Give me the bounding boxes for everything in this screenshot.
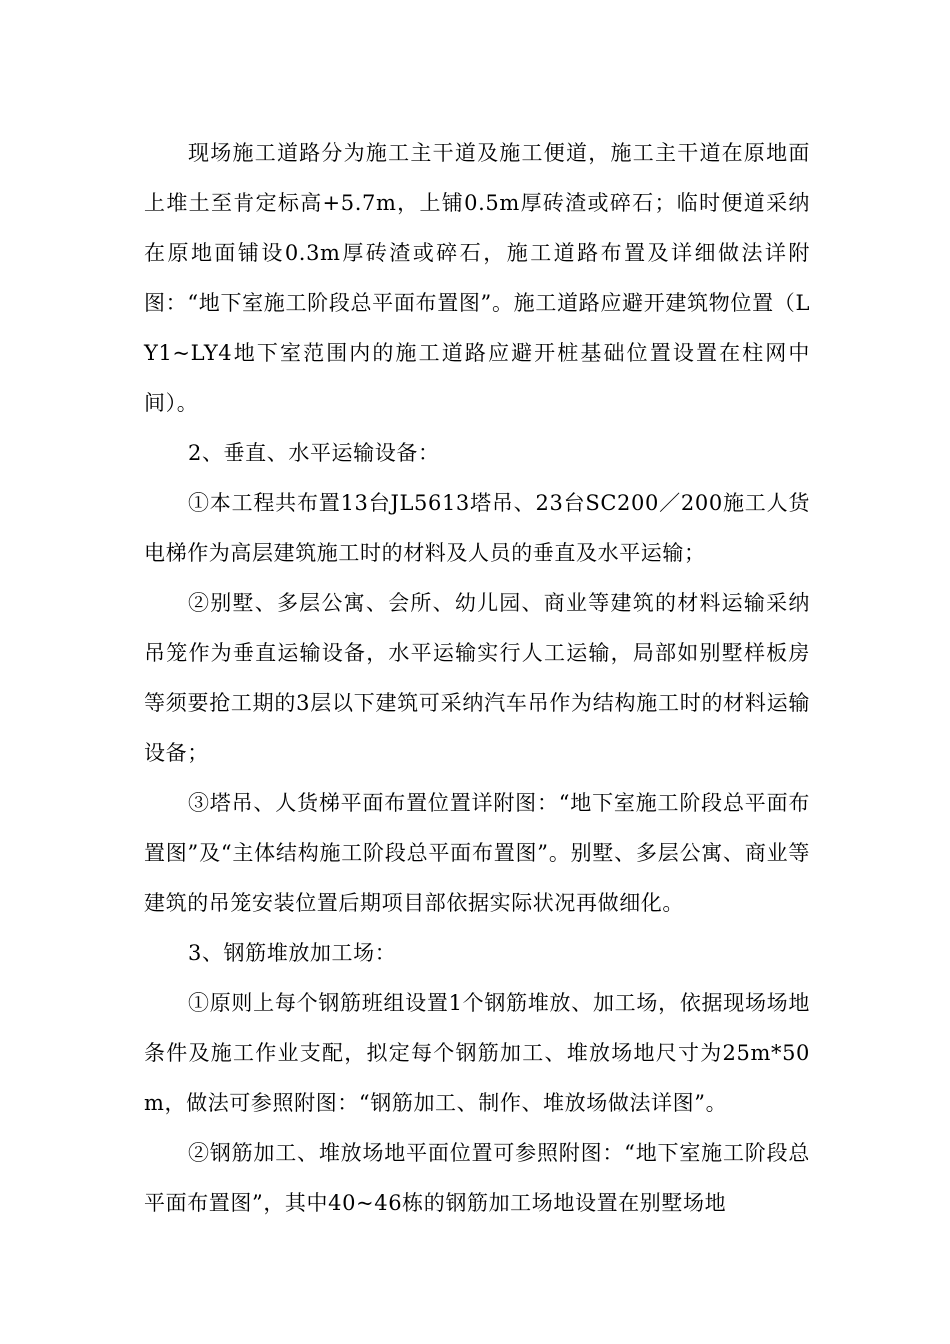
paragraph-tower-cranes: ①本工程共布置13台JL5613塔吊、23台SC200／200施工人货电梯作为高层建筑施工时的材料及人员的垂直及水平运输；	[144, 491, 810, 565]
paragraph-crane-layout: ③塔吊、人货梯平面布置位置详附图：“地下室施工阶段总平面布置图”及“主体结构施工阶段总平面布置图”。别墅、多层公寓、商业等建筑的吊笼安装位置后期项目部依据实际状况再做细化。	[144, 791, 810, 915]
section-heading-transport-equipment: 2、垂直、水平运输设备：	[188, 441, 440, 465]
paragraph-rebar-yard-size: ①原则上每个钢筋班组设置1个钢筋堆放、加工场，依据现场场地条件及施工作业支配，拟定每个钢筋加工、堆放场地尺寸为25m*50m，做法可参照附图：“钢筋加工、制作、堆放场做法详图”。	[144, 991, 810, 1115]
paragraph-lifting-cages: ②别墅、多层公寓、会所、幼儿园、商业等建筑的材料运输采纳吊笼作为垂直运输设备，水平运输实行人工运输，局部如别墅样板房等须要抢工期的3层以下建筑可采纳汽车吊作为结构施工时的材料运输设备；	[144, 591, 810, 765]
paragraph-rebar-yard-location: ②钢筋加工、堆放场地平面位置可参照附图：“地下室施工阶段总平面布置图”，其中40~46栋的钢筋加工场地设置在别墅场地	[144, 1141, 810, 1215]
paragraph-construction-roads: 现场施工道路分为施工主干道及施工便道，施工主干道在原地面上堆土至肯定标高+5.7m，上铺0.5m厚砖渣或碎石；临时便道采纳在原地面铺设0.3m厚砖渣或碎石，施工道路布置及详细做法详附图：“地下室施工阶段总平面布置图”。施工道路应避开建筑物位置（LY1~LY4地下室范围内的施工道路应避开桩基础位置设置在柱网中间）。	[144, 141, 810, 415]
section-heading-rebar-yard: 3、钢筋堆放加工场：	[188, 941, 397, 965]
